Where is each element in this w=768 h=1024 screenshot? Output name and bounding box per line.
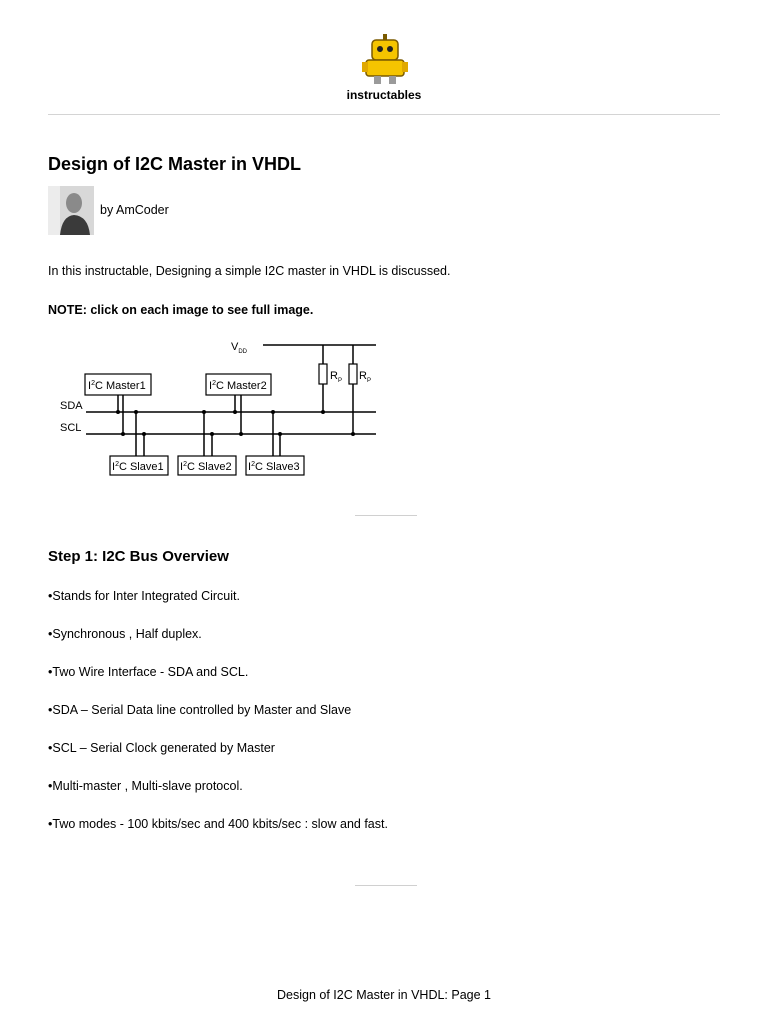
page-footer: Design of I2C Master in VHDL: Page 1 [277, 988, 491, 1002]
resistor-label: R [359, 370, 367, 382]
section-divider [355, 885, 417, 886]
article-title: Design of I2C Master in VHDL [48, 154, 302, 174]
resistor-label: R [330, 370, 338, 382]
i2c-bus-diagram[interactable] [48, 334, 388, 484]
sda-label: SDA [60, 400, 83, 412]
pullup-resistor [319, 364, 327, 384]
list-item: •Multi-master , Multi-slave protocol. [48, 779, 243, 793]
list-item: •SCL – Serial Clock generated by Master [48, 741, 275, 755]
header-divider [48, 114, 720, 115]
section-divider [355, 515, 417, 516]
slave-label: $I^2C$ Slave2 [180, 461, 232, 473]
list-item: •Stands for Inter Integrated Circuit. [48, 589, 240, 603]
step-1-title: Step 1: I2C Bus Overview [48, 548, 229, 565]
image-note: NOTE: click on each image to see full image. [48, 303, 314, 317]
svg-text:RP: $R_P$ [359, 370, 371, 384]
master-label: $I^2C$ Master2 [209, 380, 267, 392]
list-item: •Synchronous , Half duplex. [48, 627, 202, 641]
list-item: •Two modes - 100 kbits/sec and 400 kbits/sec : slow and fast. [48, 817, 388, 831]
instructables-robot-logo[interactable] [362, 34, 408, 86]
svg-text:RP: $R_P$ [330, 370, 342, 384]
author-avatar[interactable] [48, 186, 94, 235]
slave-label: $I^2C$ Slave1 [112, 461, 164, 473]
list-item: •Two Wire Interface - SDA and SCL. [48, 665, 249, 679]
slave-label: $I^2C$ Slave3 [248, 461, 300, 473]
master-label: $I^2C$ Master1 [88, 380, 146, 392]
pullup-resistor [349, 364, 357, 384]
svg-text:VDD: $V_{DD}$ [231, 341, 248, 355]
vdd-label: V [231, 341, 239, 353]
intro-paragraph: In this instructable, Designing a simple I2C master in VHDL is discussed. [48, 264, 451, 278]
list-item: •SDA – Serial Data line controlled by Master and Slave [48, 703, 352, 717]
site-name[interactable]: instructables [346, 88, 422, 102]
author-byline[interactable]: by AmCoder [100, 203, 169, 217]
scl-label: SCL [60, 422, 82, 434]
